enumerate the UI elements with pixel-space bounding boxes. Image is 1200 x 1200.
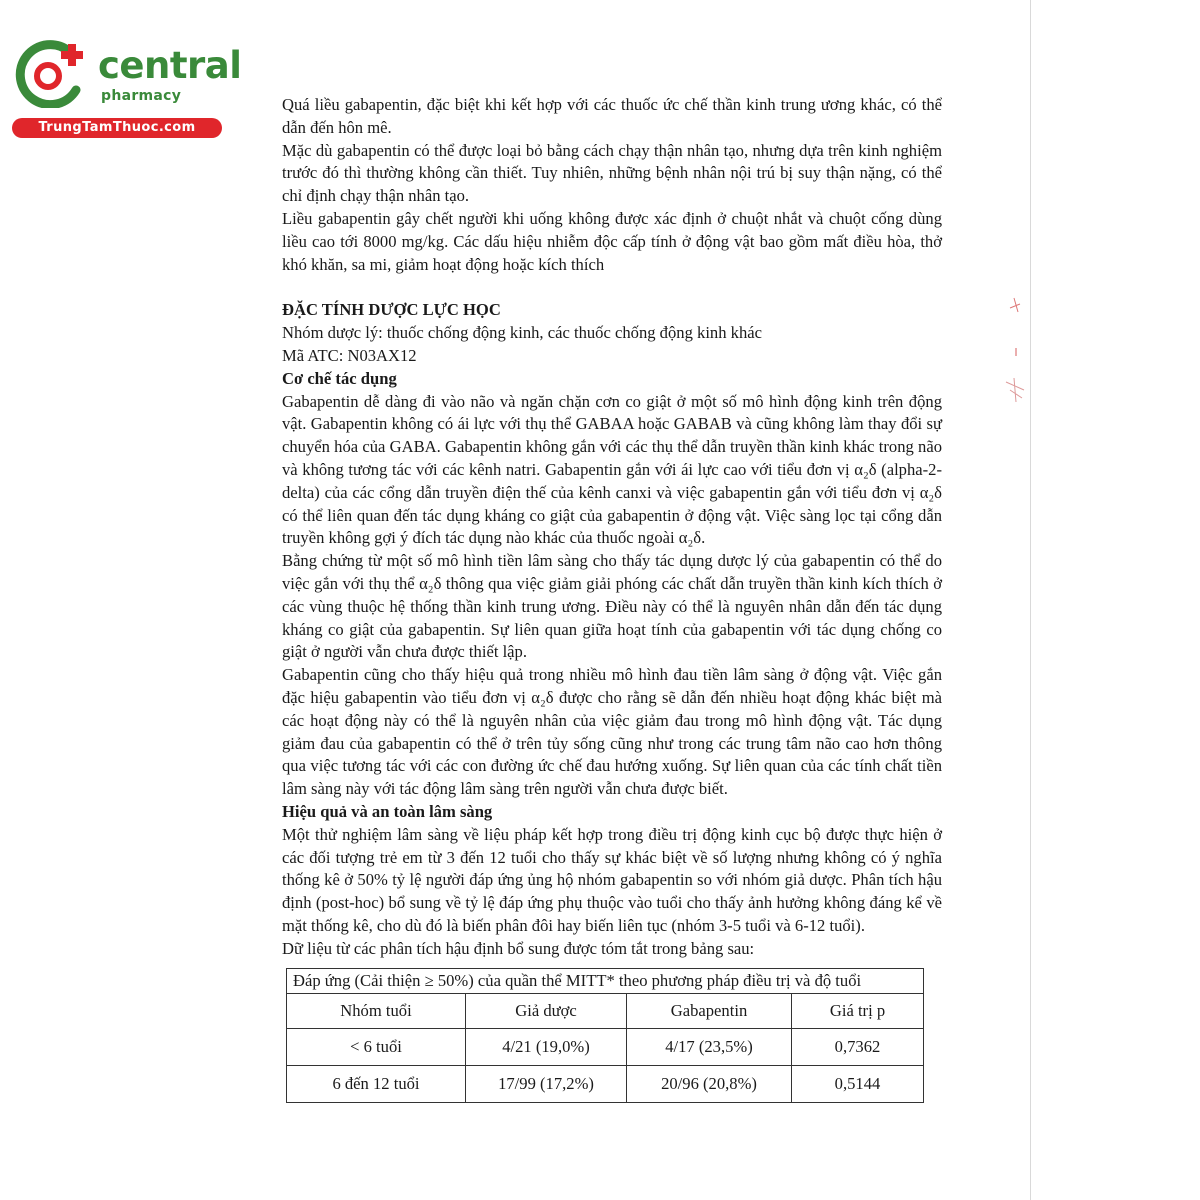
logo-url-badge[interactable]: TrungTamThuoc.com	[12, 118, 222, 138]
efficacy-paragraph: Dữ liệu từ các phân tích hậu định bổ sung được tóm tắt trong bảng sau:	[282, 938, 755, 958]
paragraph-lethal-dose: Liều gabapentin gây chết người khi uống không được xác định ở chuột nhắt và chuột cống dùng liều cao tới 8000 mg/kg. Các dấu hiệu nhiễm độc cấp tính ở động vật bao gồm mất điều hòa, thở khó khăn, sa mi, giảm hoạt động hoặc kích thích	[282, 208, 942, 274]
mechanism-title: Cơ chế tác dụng	[282, 368, 397, 388]
mechanism-paragraph: Gabapentin cũng cho thấy hiệu quả trong nhiều mô hình đau tiền lâm sàng ở động vật. Việc gắn đặc hiệu gabapentin vào tiểu đơn vị α₂δ được cho rằng sẽ dẫn đến nhiều hoạt động khác biệt mà các hoạt động này có thể là nguyên nhân của việc giảm đau trong mô hình động vật. Tác dụng giảm đau của gabapentin có thể ở trên tủy sống cũng như trong các trung tâm não cao hơn thông qua việc tương tác với các con đường ức chế đau hướng xuống. Sự liên quan của các tính chất tiền lâm sàng này với tác động lâm sàng trên người vẫn chưa được biết.	[282, 665, 942, 799]
table-header-cell: Gabapentin	[627, 994, 792, 1029]
mechanism-paragraph: Bằng chứng từ một số mô hình tiền lâm sàng cho thấy tác dụng dược lý của gabapentin có thể do việc gắn với thụ thể α₂δ thông qua việc giảm giải phóng các chất dẫn truyền thần kinh kích thích ở các vùng thuộc hệ thống thần kinh trung ương. Điều này có thể là nguyên nhân dẫn đến tác dụng kháng co giật của gabapentin. Sự liên quan giữa hoạt tính của gabapentin với tác dụng chống co giật ở người vẫn chưa được thiết lập.	[282, 551, 942, 662]
table-cell: 0,7362	[792, 1029, 924, 1066]
table-cell: 0,5144	[792, 1066, 924, 1103]
table-row	[287, 1029, 924, 1066]
central-pharmacy-logo[interactable]	[12, 38, 242, 138]
logo-brand-text: central	[98, 44, 242, 87]
page-edge-line	[1030, 0, 1031, 1200]
stamp-marks	[1000, 290, 1030, 410]
logo-sub-text: pharmacy	[101, 88, 182, 104]
mechanism-paragraph: Gabapentin dễ dàng đi vào não và ngăn chặn cơn co giật ở một số mô hình động kinh trên động vật. Gabapentin không có ái lực với thụ thể GABAA hoặc GABAB và cũng không làm thay đổi sự chuyển hóa của GABA. Gabapentin không gắn với các thụ thể dẫn truyền thần kinh khác trong não và không tương tác với các kênh natri. Gabapentin gắn với ái lực cao với tiểu đơn vị α₂δ (alpha-2-delta) của các cổng dẫn truyền điện thế của kênh canxi và việc gabapentin gắn với tiểu đơn vị α₂δ có thể liên quan đến tác dụng kháng co giật của gabapentin ở động vật. Việc sàng lọc tại cổng dẫn truyền không gợi ý đích tác dụng nào khác của thuốc ngoài α₂δ.	[282, 391, 942, 548]
table-header-cell: Nhóm tuổi	[287, 994, 466, 1029]
efficacy-paragraph: Một thử nghiệm lâm sàng về liệu pháp kết hợp trong điều trị động kinh cục bộ được thực hiện ở các đối tượng trẻ em từ 3 đến 12 tuổi cho thấy sự khác biệt về số lượng nhưng không có ý nghĩa thống kê ở 50% tỷ lệ người đáp ứng ủng hộ nhóm gabapentin so với nhóm giả dược. Phân tích hậu định (post-hoc) bổ sung về tỷ lệ đáp ứng phụ thuộc vào tuổi cho thấy ảnh hưởng không đáng kể về mặt thống kê, cho dù đó là biến phân đôi hay biến liên tục (nhóm 3-5 tuổi và 6-12 tuổi).	[282, 824, 942, 935]
table-cell: 4/21 (19,0%)	[466, 1029, 627, 1066]
table-cell: 6 đến 12 tuổi	[287, 1066, 466, 1103]
efficacy-title: Hiệu quả và an toàn lâm sàng	[282, 801, 493, 821]
table-cell: 17/99 (17,2%)	[466, 1066, 627, 1103]
table-cell: 4/17 (23,5%)	[627, 1029, 792, 1066]
paragraph-dialysis: Mặc dù gabapentin có thể được loại bỏ bằng cách chạy thận nhân tạo, nhưng dựa trên kinh nghiệm trước đó thì thường không cần thiết. Tuy nhiên, những bệnh nhân nội trú bị suy thận nặng, có thể chỉ định chạy thận nhân tạo.	[282, 140, 942, 206]
table-cell: < 6 tuổi	[287, 1029, 466, 1066]
table-caption: Đáp ứng (Cải thiện ≥ 50%) của quần thể MITT* theo phương pháp điều trị và độ tuổi	[287, 969, 924, 994]
table-cell: 20/96 (20,8%)	[627, 1066, 792, 1103]
paragraph-overdose: Quá liều gabapentin, đặc biệt khi kết hợp với các thuốc ức chế thần kinh trung ương khác, có thể dẫn đến hôn mê.	[282, 95, 942, 137]
document-body	[282, 94, 942, 1103]
response-table	[286, 968, 924, 1103]
table-header-cell: Giả dược	[466, 994, 627, 1029]
table-row	[287, 1066, 924, 1103]
atc-code: Mã ATC: N03AX12	[282, 345, 417, 365]
section-title: ĐẶC TÍNH DƯỢC LỰC HỌC	[282, 300, 501, 320]
logo-mark-icon	[12, 38, 90, 108]
table-header-cell: Giá trị p	[792, 994, 924, 1029]
pharm-group: Nhóm dược lý: thuốc chống động kinh, các thuốc chống động kinh khác	[282, 323, 762, 343]
